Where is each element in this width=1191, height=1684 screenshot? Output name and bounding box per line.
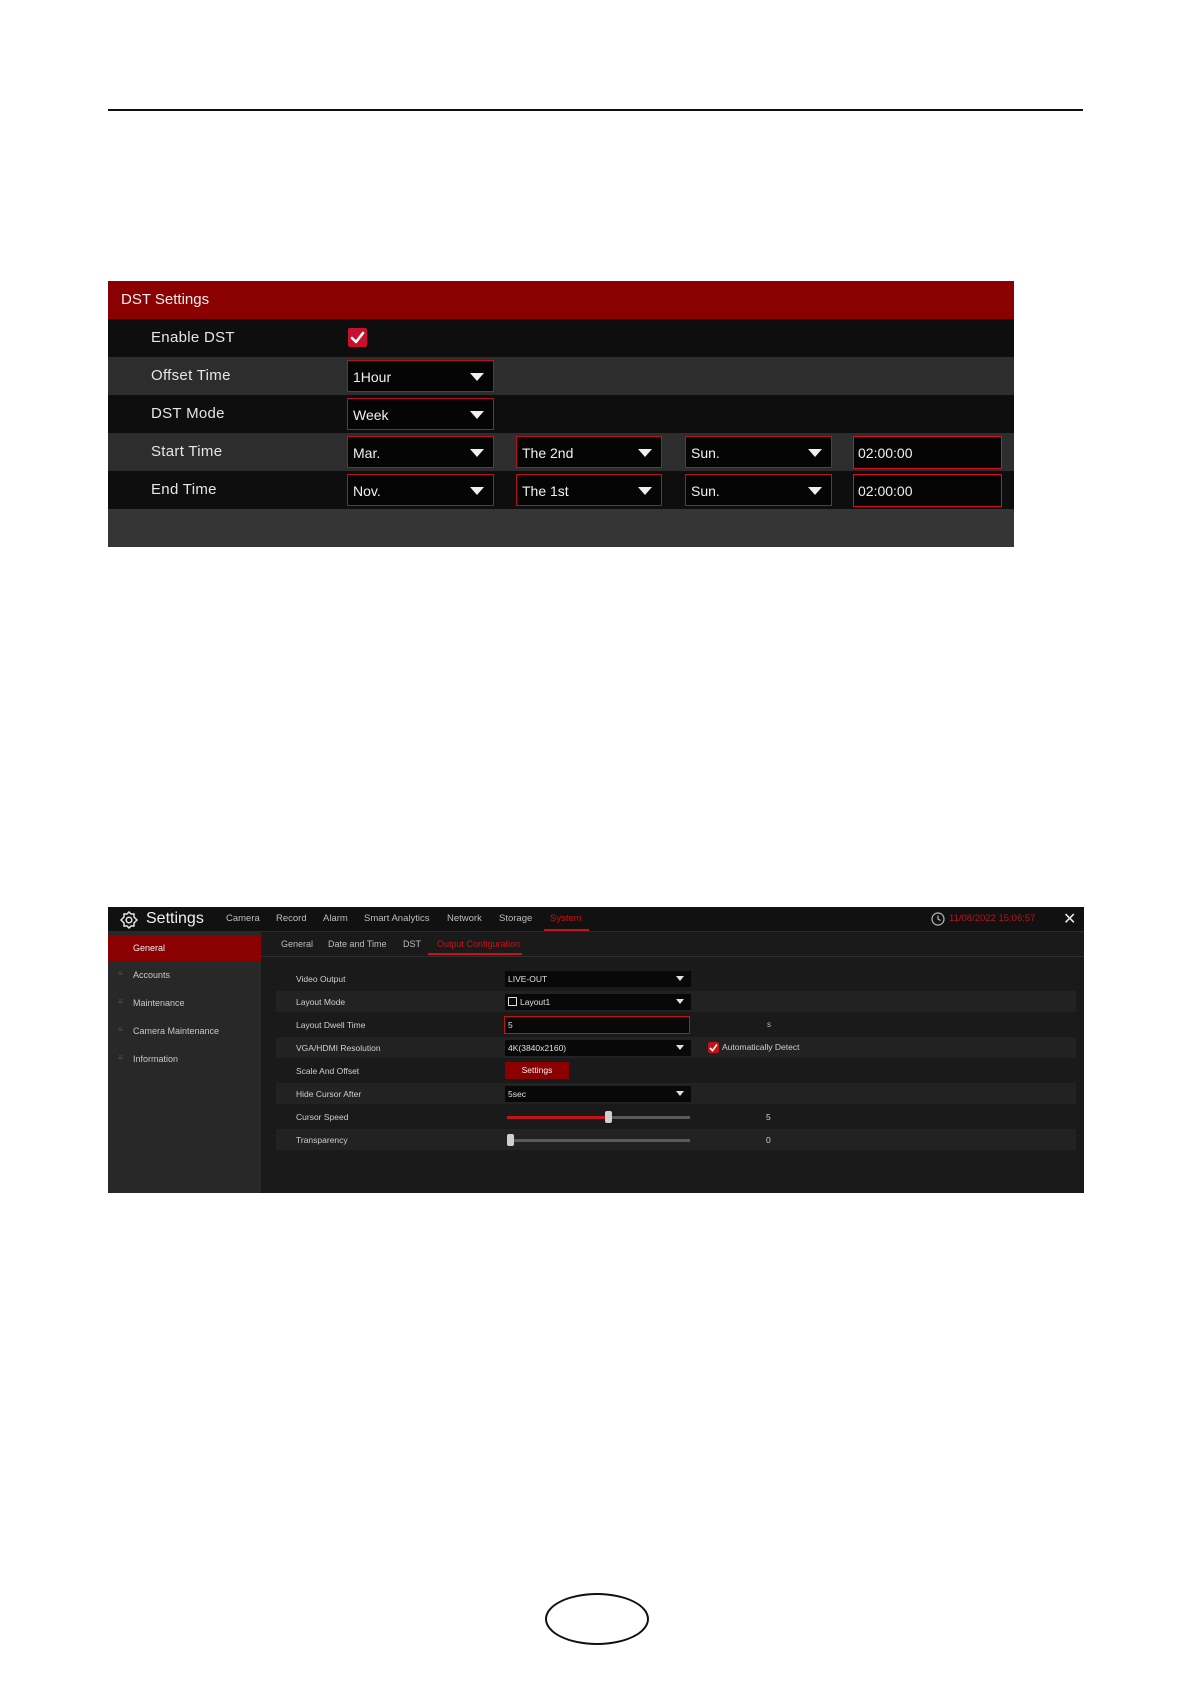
end-time-label: End Time [151, 481, 217, 498]
start-month-select[interactable] [347, 436, 494, 468]
sidebar-item-label: Maintenance [133, 998, 185, 1008]
layout-dwell-time-row [276, 1014, 1076, 1035]
start-time-input[interactable]: 02:00:00 [853, 436, 1002, 469]
layout-mode-label: Layout Mode [296, 997, 346, 1007]
layout-mode-value: Layout1 [520, 997, 551, 1007]
transparency-handle[interactable] [507, 1134, 514, 1146]
start-day-value: Sun. [691, 445, 720, 461]
dst-mode-select[interactable] [347, 398, 494, 430]
nav-active-underline [544, 929, 589, 931]
end-week-value: The 1st [522, 483, 569, 499]
gear-icon [120, 911, 138, 929]
sidebar-item-information[interactable] [108, 1046, 261, 1072]
cursor-speed-label: Cursor Speed [296, 1112, 349, 1122]
chevron-down-icon [638, 449, 652, 457]
enable-dst-row [108, 319, 1014, 357]
sidebar-item-camera-maintenance[interactable] [108, 1018, 261, 1044]
transparency-slider[interactable] [507, 1139, 690, 1142]
end-week-select[interactable] [516, 474, 662, 506]
chevron-down-icon [470, 487, 484, 495]
resolution-value: 4K(3840x2160) [508, 1043, 567, 1053]
cursor-speed-value: 5 [766, 1112, 771, 1122]
tab-general[interactable]: General [281, 939, 314, 949]
transparency-row [276, 1129, 1076, 1150]
layout-mode-row [276, 991, 1076, 1012]
transparency-value: 0 [766, 1135, 771, 1145]
chevron-down-icon [470, 449, 484, 457]
sidebar-item-label: Accounts [133, 970, 171, 980]
offset-time-label: Offset Time [151, 367, 231, 384]
chevron-down-icon [470, 411, 484, 419]
video-output-row [276, 968, 1076, 989]
enable-dst-label: Enable DST [151, 329, 235, 346]
hide-cursor-row [276, 1083, 1076, 1104]
tab-date-and-time[interactable]: Date and Time [328, 939, 387, 949]
subtab-divider [261, 956, 1084, 957]
start-time-row [108, 433, 1014, 471]
auto-detect-label: Automatically Detect [722, 1042, 800, 1052]
sidebar-item-maintenance[interactable] [108, 990, 261, 1016]
resolution-label: VGA/HDMI Resolution [296, 1043, 381, 1053]
dst-mode-row [108, 395, 1014, 433]
end-time-input[interactable]: 02:00:00 [853, 474, 1002, 507]
nav-storage[interactable]: Storage [499, 913, 533, 924]
close-icon[interactable]: ✕ [1063, 911, 1077, 928]
end-day-select[interactable] [685, 474, 832, 506]
cursor-speed-slider[interactable] [507, 1116, 690, 1119]
end-time-row [108, 471, 1014, 509]
page-number-oval [545, 1593, 649, 1645]
layout-dwell-time-label: Layout Dwell Time [296, 1020, 366, 1030]
resolution-row [276, 1037, 1076, 1058]
end-month-value: Nov. [353, 483, 381, 499]
start-week-value: The 2nd [522, 445, 574, 461]
video-output-value: LIVE-OUT [508, 974, 548, 984]
bullet-icon: ≡ [118, 969, 123, 978]
chevron-down-icon [676, 1091, 684, 1096]
dst-mode-label: DST Mode [151, 405, 225, 422]
settings-screen [108, 907, 1084, 1193]
chevron-down-icon [676, 1045, 684, 1050]
bullet-icon: ≡ [118, 1025, 123, 1034]
chevron-down-icon [638, 487, 652, 495]
hide-cursor-select[interactable] [505, 1086, 691, 1102]
dst-panel-title: DST Settings [108, 281, 1014, 319]
scale-offset-row [276, 1060, 1076, 1081]
nav-record[interactable]: Record [276, 913, 307, 924]
auto-detect-checkbox[interactable] [708, 1042, 719, 1053]
hide-cursor-value: 5sec [508, 1089, 526, 1099]
nav-camera[interactable]: Camera [226, 913, 260, 924]
dwell-time-unit: s [767, 1020, 771, 1029]
resolution-select[interactable] [505, 1040, 691, 1056]
tab-output-configuration[interactable]: Output Configuration [437, 939, 521, 949]
clock-icon [931, 912, 945, 926]
bullet-icon: ≡ [118, 997, 123, 1006]
chevron-down-icon [808, 449, 822, 457]
tab-dst[interactable]: DST [403, 939, 421, 949]
video-output-select[interactable] [505, 971, 691, 987]
dst-settings-panel [108, 281, 1014, 547]
bullet-icon: ≡ [118, 1053, 123, 1062]
nav-smart-analytics[interactable]: Smart Analytics [364, 913, 430, 924]
sidebar-item-label: Information [133, 1054, 179, 1064]
enable-dst-checkbox[interactable] [348, 328, 367, 347]
sidebar-item-accounts[interactable] [108, 962, 261, 988]
nav-system[interactable]: System [550, 913, 582, 924]
chevron-down-icon [808, 487, 822, 495]
cursor-speed-handle[interactable] [605, 1111, 612, 1123]
scale-offset-label: Scale And Offset [296, 1066, 360, 1076]
cursor-speed-fill [507, 1116, 608, 1119]
chevron-down-icon [676, 976, 684, 981]
layout-dwell-time-input[interactable]: 5 [504, 1016, 690, 1034]
nav-network[interactable]: Network [447, 913, 482, 924]
datetime-display: 11/08/2022 15:06:57 [949, 913, 1036, 924]
title-bar [108, 907, 1084, 932]
scale-offset-settings-button[interactable]: Settings [505, 1062, 569, 1079]
dst-mode-value: Week [353, 407, 389, 423]
end-day-value: Sun. [691, 483, 720, 499]
start-month-value: Mar. [353, 445, 381, 461]
offset-time-row [108, 357, 1014, 395]
sidebar-item-label: General [133, 943, 166, 953]
end-month-select[interactable] [347, 474, 494, 506]
check-icon [709, 1043, 718, 1052]
sidebar-item-label: Camera Maintenance [133, 1026, 220, 1036]
offset-time-value: 1Hour [353, 369, 392, 385]
start-day-select[interactable] [685, 436, 832, 468]
start-week-select[interactable] [516, 436, 662, 468]
nav-alarm[interactable]: Alarm [323, 913, 348, 924]
offset-time-select[interactable] [347, 360, 494, 392]
layout-square-icon [508, 997, 517, 1006]
layout-mode-select[interactable] [505, 994, 691, 1010]
settings-title: Settings [146, 910, 204, 927]
sidebar-item-general[interactable] [108, 935, 261, 961]
header-rule [108, 109, 1083, 111]
hide-cursor-label: Hide Cursor After [296, 1089, 362, 1099]
chevron-down-icon [676, 999, 684, 1004]
transparency-label: Transparency [296, 1135, 348, 1145]
cursor-speed-row [276, 1106, 1076, 1127]
subtab-active-underline [428, 953, 522, 955]
sidebar [108, 932, 261, 1193]
start-time-label: Start Time [151, 443, 223, 460]
chevron-down-icon [470, 373, 484, 381]
video-output-label: Video Output [296, 974, 346, 984]
check-icon [350, 330, 365, 345]
